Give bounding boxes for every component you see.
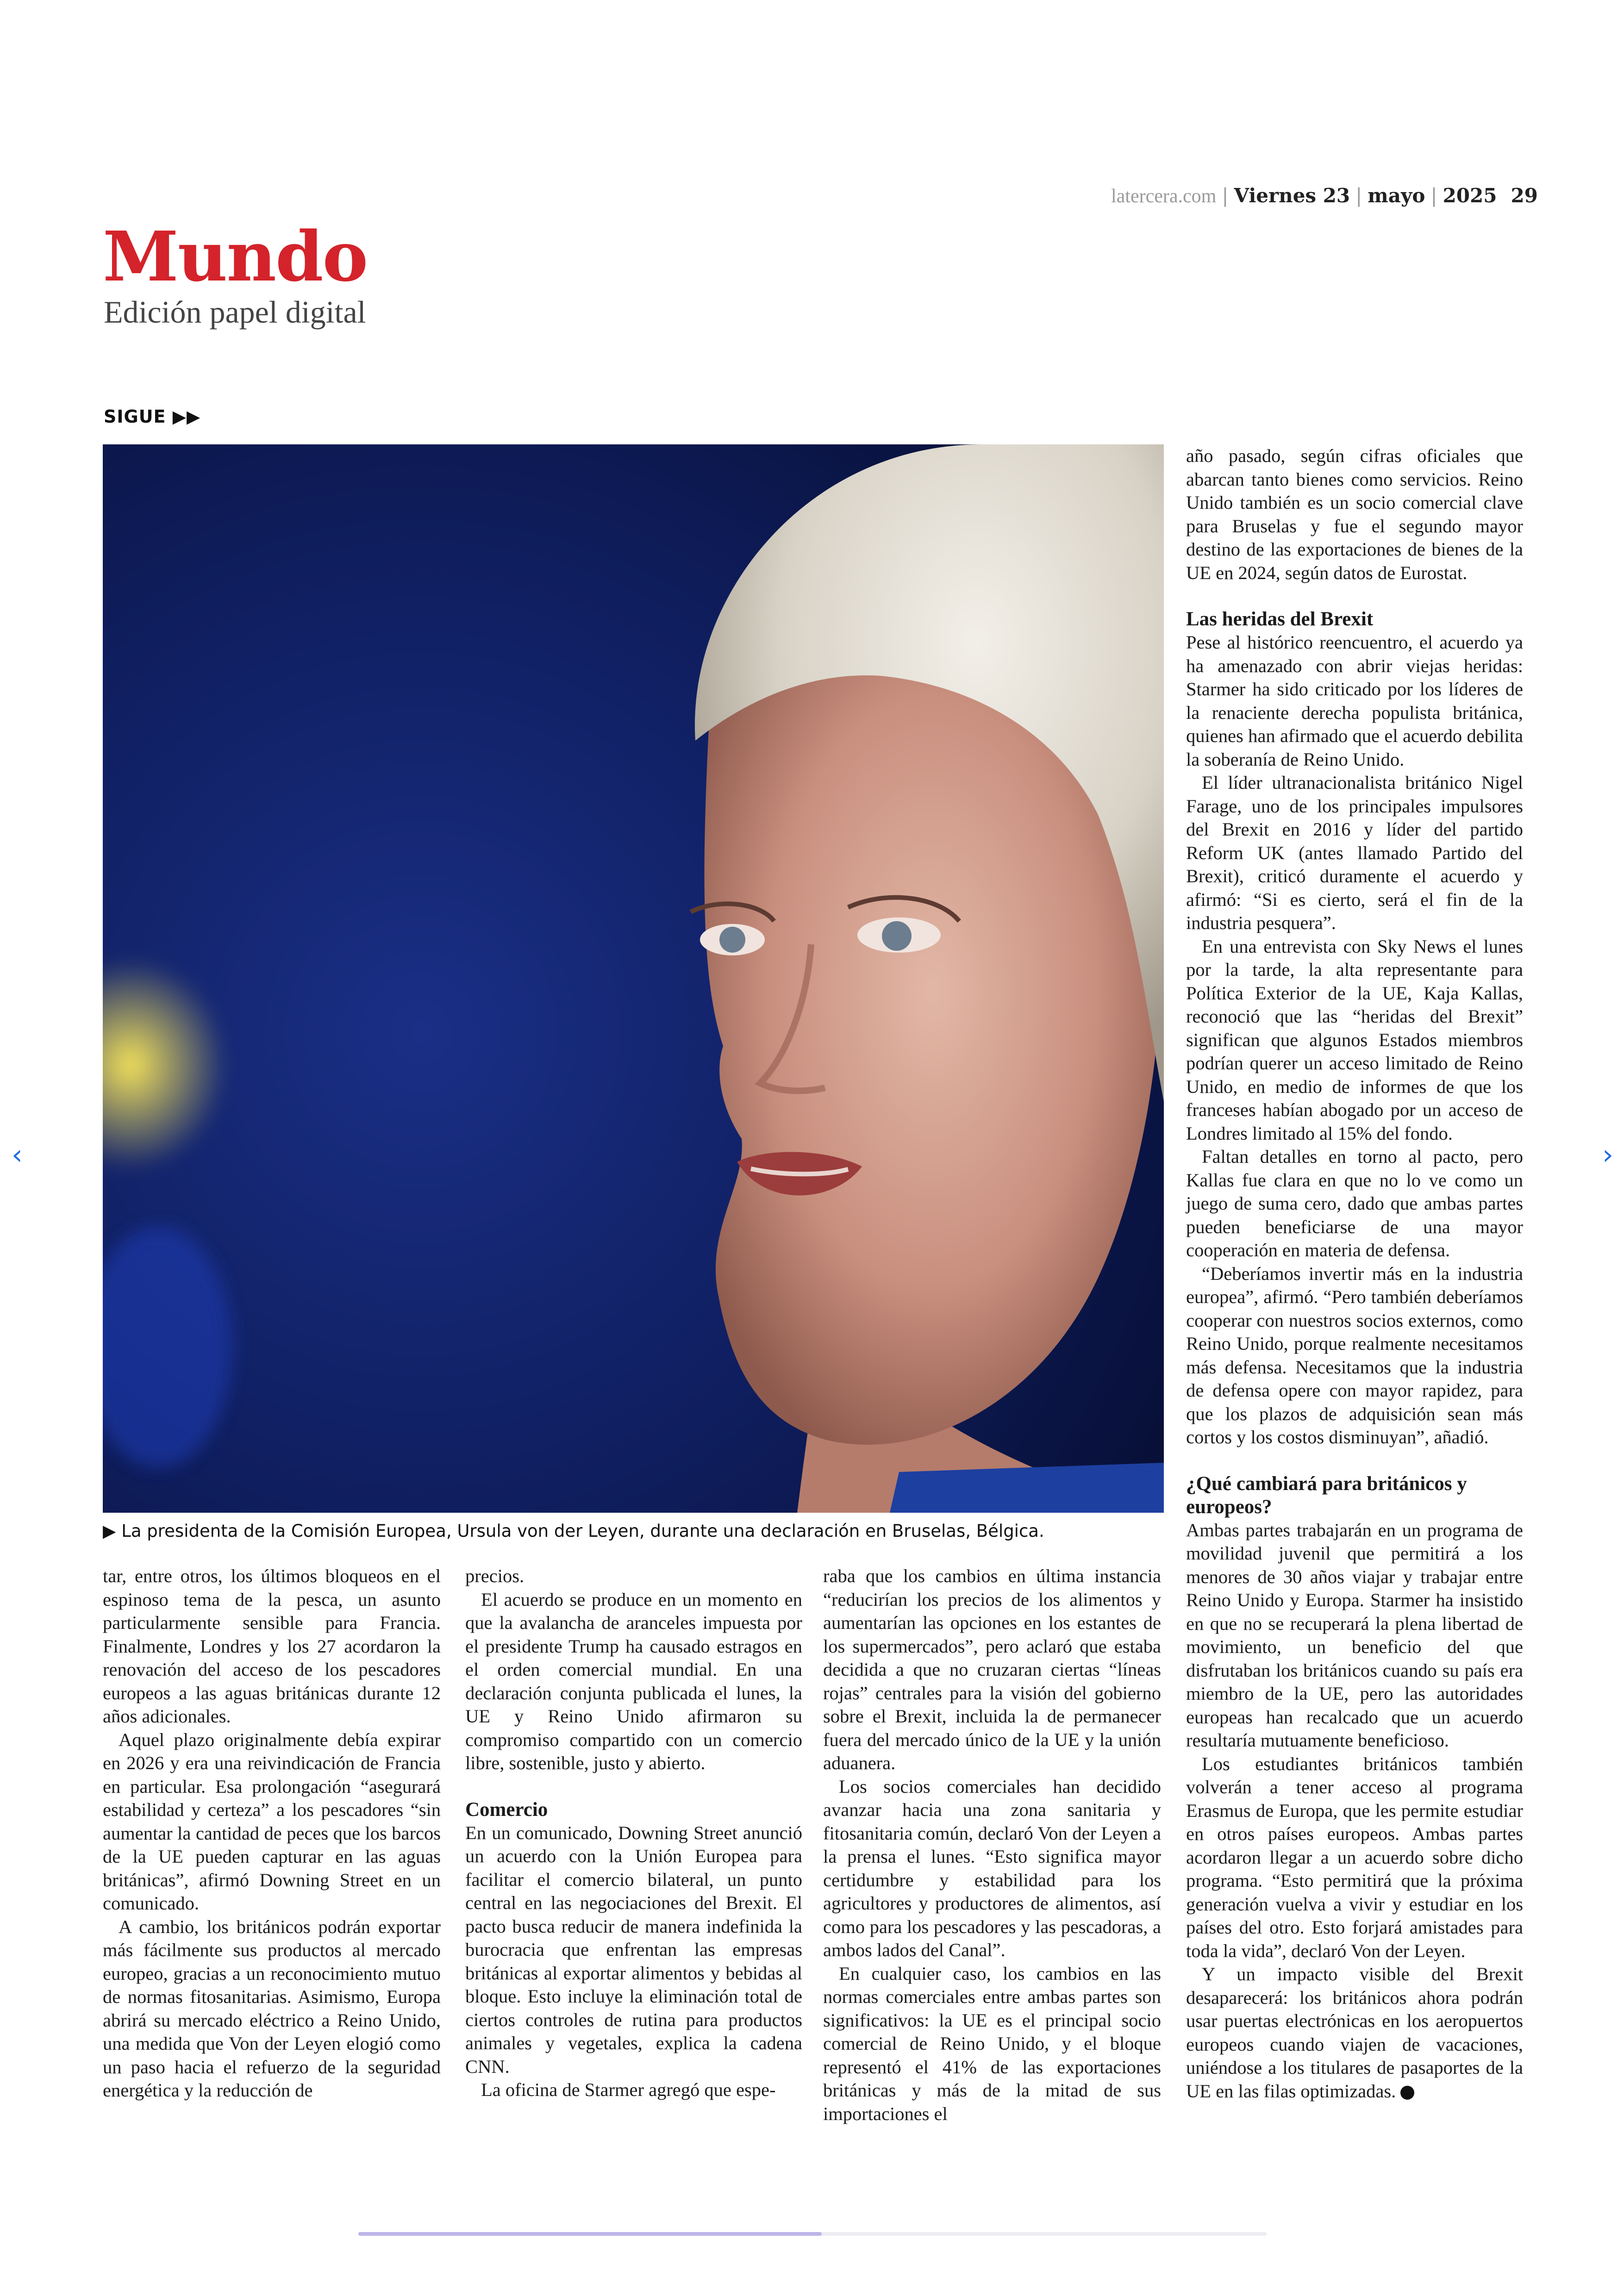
paragraph: El líder ultranacionalista británico Nigel Farage, uno de los principales impulsores del Brexit en 2016 y líder del partido Reform UK (antes llamado Partido del Brexit), criticó duramente el acuerdo y afirmó: “Si es cierto, será el fin de la industria pesquera”. bbox=[1186, 772, 1523, 933]
header-month: mayo bbox=[1368, 184, 1425, 207]
paragraph: Pese al histórico reencuentro, el acuerdo ya ha amenazado con abrir viejas heridas: Starmer ha sido criticado por los líderes de la renaciente derecha populista británica, quienes han afirmado que el acuerdo debilita la soberanía de Reino Unido. bbox=[1186, 632, 1523, 770]
paragraph: El acuerdo se produce en un momento en que la avalancha de aranceles impuesta por el presidente Trump ha causado estragos en el orden comercial mundial. En una declaración conjunta publicada el lunes, la UE y Reino Unido afirmaron su compromiso compartido con un comercio libre, sostenible, justo y abierto. bbox=[465, 1589, 802, 1773]
photo-caption: ▶ La presidenta de la Comisión Europea, Ursula von der Leyen, durante una declaración en Bruselas, Bélgica. bbox=[103, 1521, 1044, 1541]
article-column-4 bbox=[1186, 444, 1523, 2103]
article-column-2 bbox=[465, 1565, 802, 2102]
paragraph bbox=[1186, 1963, 1523, 2103]
paragraph: Los estudiantes británicos también volverán a tener acceso al programa Erasmus de Europa, que les permite estudiar en otros países europeos. Ambas partes acordaron llegar a un acuerdo sobre dicho programa. “Esto permitirá que la próxima generación vuelva a vivir y estudiar en los países del otro. Esto forjará amistades para toda la vida”, declaró Von der Leyen. bbox=[1186, 1753, 1523, 1961]
divider: | bbox=[1430, 184, 1437, 207]
subheading-comercio: Comercio bbox=[465, 1798, 548, 1821]
article-column-1 bbox=[103, 1565, 441, 2102]
header-year: 2025 bbox=[1443, 184, 1497, 207]
paragraph: precios. bbox=[465, 1565, 525, 1586]
continue-label: SIGUE ▶▶ bbox=[104, 406, 201, 427]
paragraph: En cualquier caso, los cambios en las normas comerciales entre ambas partes son significativos: la UE es el principal socio comercial de Reino Unido, y el bloque representó el 41% de las exportaciones británicas y más de la mitad de sus importaciones el bbox=[823, 1963, 1161, 2124]
chevron-left-icon[interactable]: ‹ bbox=[12, 1139, 23, 1171]
paragraph: Faltan detalles en torno al pacto, pero Kallas fue clara en que no lo ve como un juego de suma cero, dado que ambas partes pueden beneficiarse de una mayor cooperación en materia de defensa. bbox=[1186, 1146, 1523, 1260]
paragraph: tar, entre otros, los últimos bloqueos en el espinoso tema de la pesca, un asunto particularmente sensible para Francia. Finalmente, Londres y los 27 acordaron la renovación del acceso de los pescadores europeos a las aguas británicas durante 12 años adicionales. bbox=[103, 1565, 441, 1727]
article-column-3 bbox=[823, 1565, 1161, 2126]
portrait-photo bbox=[103, 444, 1164, 1513]
paragraph: En una entrevista con Sky News el lunes por la tarde, la alta representante para Política Exterior de la UE, Kaja Kallas, reconoció que las “heridas del Brexit” significan que algunos Estados miembros podrían querer un acceso limitado de Reino Unido, en medio de informes de que los franceses habían abogado por un acceso de Londres limitado al 15% del fondo. bbox=[1186, 935, 1523, 1144]
section-subtitle: Edición papel digital bbox=[104, 294, 366, 330]
paragraph: En un comunicado, Downing Street anunció un acuerdo con la Unión Europea para facilitar el comercio bilateral, un punto central en las negociaciones del Brexit. El pacto busca reducir de manera indefinida la burocracia que enfrentan las empresas británicas al exportar alimentos y bebidas al bloque. Esto incluye la eliminación total de ciertos controles de rutina para productos animales y vegetales, explica la cadena CNN. bbox=[465, 1822, 802, 2077]
subheading-heridas: Las heridas del Brexit bbox=[1186, 608, 1374, 630]
subheading-que-cambiara: ¿Qué cambiará para británicos y europeos? bbox=[1186, 1472, 1467, 1518]
paragraph: “Deberíamos invertir más en la industria europea”, afirmó. “Pero también deberíamos cooperar con nuestros socios externos, como Reino Unido, porque realmente necesitamos más defensa. Necesitamos que la industria de defensa opere con mayor rapidez, para que los plazos de adquisición sean más cortos y los costos disminuyan”, añadió. bbox=[1186, 1263, 1523, 1447]
end-of-article-icon bbox=[1400, 2086, 1414, 2100]
chevron-right-icon[interactable]: › bbox=[1602, 1139, 1613, 1171]
paragraph: Los socios comerciales han decidido avanzar hacia una zona sanitaria y fitosanitaria común, declaró Von der Leyen a la prensa el lunes. “Esto significa mayor certidumbre y estabilidad para los agricultores y productores de alimentos, así como para los pescadores y las pescadoras, a ambos lados del Canal”. bbox=[823, 1776, 1161, 1960]
paragraph: año pasado, según cifras oficiales que abarcan tanto bienes como servicios. Reino Unido también es un socio comercial clave para Bruselas y fue el segundo mayor destino de las exportaciones de bienes de la UE en 2024, según datos de Eurostat. bbox=[1186, 445, 1523, 583]
page-header bbox=[1111, 184, 1538, 207]
page-number: 29 bbox=[1511, 184, 1538, 207]
paragraph: Aquel plazo originalmente debía expirar en 2026 y era una reivindicación de Francia en particular. Esa prolongación “asegurará estabilidad y certeza” a los pescadores “sin aumentar la cantidad de peces que los barcos de la UE pueden capturar en las aguas británicas”, afirmó Downing Street en un comunicado. bbox=[103, 1729, 441, 1914]
paragraph: raba que los cambios en última instancia “reducirían los precios de los alimentos y aumentarían las opciones en los estantes de los supermercados”, pero aclaró que estaba decidida a que no cruzaran ciertas “líneas rojas” centrales para la visión del gobierno sobre el Brexit, incluida la de permanecer fuera del mercado único de la UE y la unión aduanera. bbox=[823, 1565, 1161, 1773]
paragraph: A cambio, los británicos podrán exportar más fácilmente sus productos al mercado europeo, gracias a un reconocimiento mutuo de normas fitosanitarias. Asimismo, Europa abrirá su mercado eléctrico a Reino Unido, una medida que Von der Leyen elogió como un paso hacia el refuerzo de la seguridad energética y la reducción de bbox=[103, 1916, 441, 2101]
paragraph: Ambas partes trabajarán en un programa de movilidad juvenil que permitirá a los menores de 30 años viajar y trabajar entre Reino Unido y Europa. Starmer ha insistido en que no se recuperará la plena libertad de movimiento, un beneficio del que disfrutaban los británicos cuando su país era miembro de la UE, pero las autoridades europeas han recalcado que un acuerdo resultaría mutuamente beneficioso. bbox=[1186, 1519, 1523, 1751]
paragraph: La oficina de Starmer agregó que espe- bbox=[481, 2079, 776, 2100]
site-name[interactable]: latercera.com bbox=[1111, 186, 1217, 207]
divider: | bbox=[1222, 184, 1229, 207]
divider: | bbox=[1355, 184, 1362, 207]
scrollbar-thumb[interactable] bbox=[358, 2232, 822, 2236]
article-photo bbox=[103, 444, 1164, 1513]
final-paragraph-text: Y un impacto visible del Brexit desaparecerá: los británicos ahora podrán usar puertas electrónicas en los aeropuertos europeos cuando viajen de vacaciones, uniéndose a los titulares de pasaportes de la UE en las filas optimizadas. bbox=[1186, 1964, 1523, 2102]
header-day: Viernes 23 bbox=[1234, 184, 1350, 207]
section-title: Mundo bbox=[103, 216, 368, 297]
